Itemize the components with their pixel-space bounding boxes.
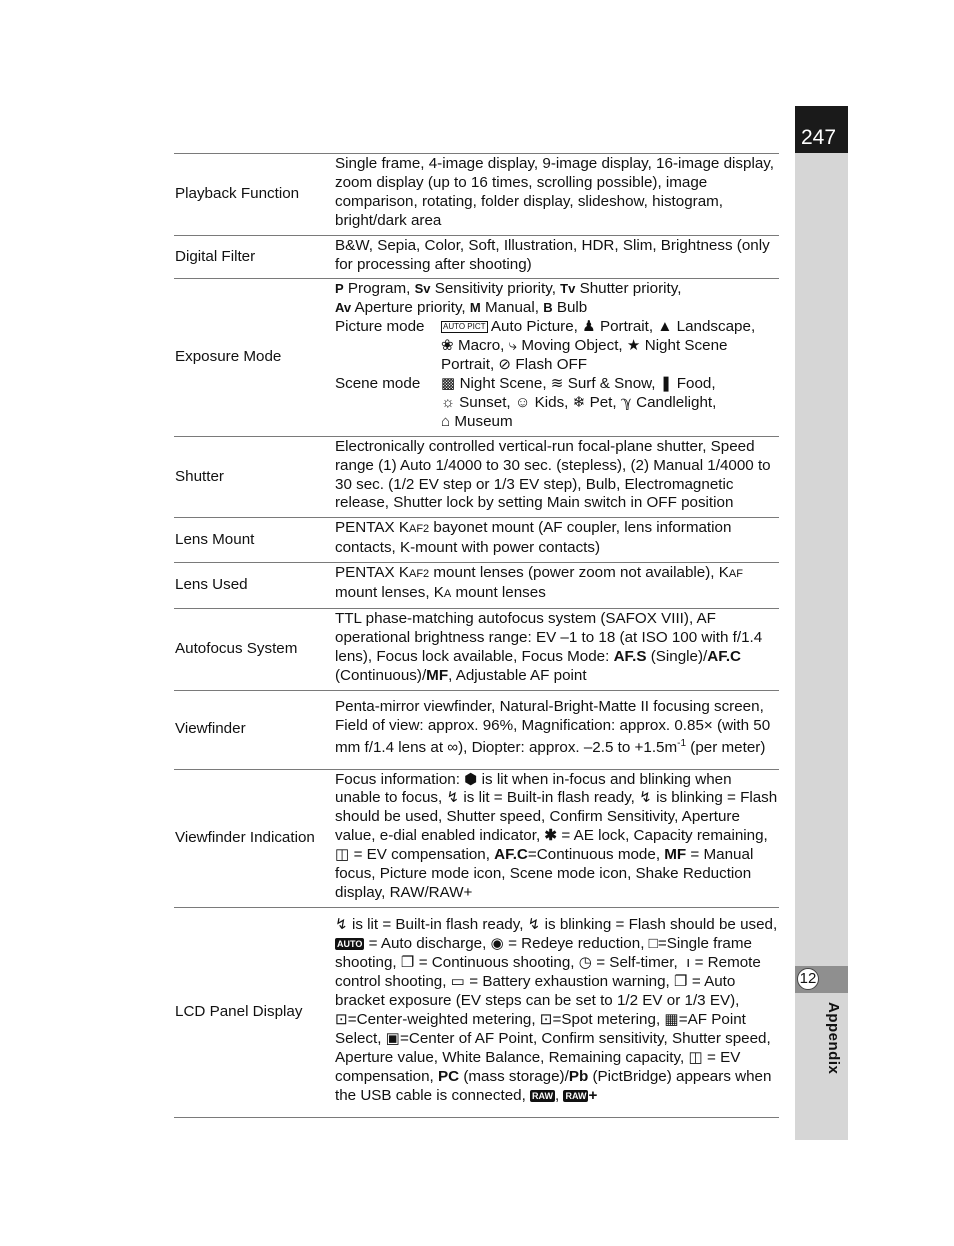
lcd-text: = Continuous shooting,	[414, 954, 579, 972]
mode-text: Sensitivity priority,	[430, 280, 561, 298]
lcd-text: ,	[555, 1086, 564, 1104]
continuous-shooting-icon: ❐	[400, 954, 415, 972]
row-label: Lens Used	[175, 576, 248, 594]
spot-metering-icon: ⊡	[539, 1010, 553, 1028]
mode-text: Aperture priority,	[351, 299, 470, 317]
mode-text: Kids,	[530, 393, 569, 411]
lens-text: mount lenses (power zoom not available), K	[429, 564, 729, 582]
raw-icon: RAW	[532, 1090, 554, 1101]
mode-text: Sunset,	[454, 393, 511, 411]
row-label: Playback Function	[175, 184, 300, 202]
raw-plus-icon: RAW	[565, 1090, 587, 1101]
row-desc	[335, 608, 779, 690]
row-label: Digital Filter	[175, 247, 256, 265]
ev-compensation-icon: ◫	[688, 1048, 703, 1066]
mode-text: Pet,	[585, 393, 617, 411]
mode-text: Flash OFF	[511, 356, 588, 374]
mode-text: Night Scene,	[455, 374, 547, 392]
lens-text: mount lenses	[451, 584, 546, 602]
af-text: (Single)/	[646, 647, 708, 665]
table-row	[174, 235, 779, 279]
row-label: Shutter	[175, 467, 224, 485]
mode-text: Moving Object,	[517, 337, 623, 355]
lcd-text: =Center of AF Point, Confirm sensitivity, Shutter speed, Aperture value, White Balance, Remaining capacity,	[335, 1029, 771, 1066]
pictbridge-icon: Pb	[568, 1067, 589, 1085]
row-desc: Electronically controlled vertical-run focal-plane shutter, Speed range (1) Auto 1/4000 to 30 sec. (stepless), (2) Manual 1/4000 to 30 sec. (1/2 EV step or 1/3 EV step), Bulb, Electromagnetic release, Shutter lock by setting Main switch in OFF position	[335, 437, 771, 512]
single-frame-icon: □	[648, 935, 658, 953]
flash-icon: ↯	[446, 789, 460, 807]
landscape-icon: ▲	[657, 318, 673, 336]
kids-icon: ☺	[514, 393, 531, 411]
mode-text: Auto Picture,	[487, 318, 578, 336]
lcd-text: = Redeye reduction,	[503, 935, 649, 953]
af-point-select-icon: ▦	[664, 1010, 679, 1028]
mode-text: Food,	[672, 374, 716, 392]
lcd-text: = Self-timer,	[592, 954, 682, 972]
af-continuous-icon: AF.C	[494, 846, 528, 864]
lcd-text: = Auto discharge,	[364, 935, 491, 953]
night-scene-portrait-icon: ★	[626, 337, 641, 355]
spec-table	[174, 153, 779, 1118]
tv-icon: Tv	[560, 281, 576, 297]
lcd-text: = Remote control shooting,	[335, 954, 761, 991]
moving-object-icon: ⤷	[508, 337, 518, 355]
vfi-text: = AE lock, Capacity remaining,	[557, 827, 768, 845]
bulb-icon: B	[543, 300, 553, 316]
redeye-icon: ◉	[490, 935, 504, 953]
lens-suffix: AF2	[409, 568, 430, 581]
vf-superscript: -1	[677, 738, 687, 750]
row-desc	[335, 690, 779, 769]
row-label: LCD Panel Display	[175, 1002, 303, 1020]
table-row	[174, 154, 779, 236]
table-row	[174, 690, 779, 769]
bracket-icon: ❐	[673, 973, 688, 991]
lens-text: PENTAX K	[335, 564, 409, 582]
vf-text: Penta-mirror viewfinder, Natural-Bright-Matte II focusing screen, Field of view: approx. 96%, Magnification: approx. 0.85× (with 50 mm f/1.4 lens at ∞), Diopter: approx. –2.5 to +1.5m	[335, 697, 771, 757]
self-timer-icon: ◷	[578, 954, 592, 972]
center-af-point-icon: ▣	[385, 1029, 401, 1047]
table-row	[174, 436, 779, 518]
night-scene-icon: ▩	[441, 374, 456, 392]
picture-mode-label: Picture mode	[335, 318, 425, 336]
ae-lock-icon: ✱	[544, 827, 558, 845]
af-text: , Adjustable AF point	[448, 666, 587, 684]
row-label: Viewfinder Indication	[175, 828, 315, 846]
vfi-text: = EV compensation,	[349, 846, 495, 864]
af-continuous-icon: AF.C	[707, 647, 742, 665]
vfi-text: =Continuous mode,	[527, 846, 665, 864]
remote-control-icon: ı	[681, 954, 691, 972]
flash-icon: ↯	[335, 916, 348, 934]
scene-mode-list	[441, 375, 779, 432]
table-row	[174, 907, 779, 1117]
mode-text: Night Scene	[640, 337, 728, 355]
lcd-text: is lit = Built-in flash ready,	[347, 916, 528, 934]
table-row	[174, 563, 779, 609]
row-label: Exposure Mode	[175, 348, 282, 366]
mode-text: Portrait,	[441, 356, 495, 374]
lens-suffix: A	[443, 588, 452, 601]
mode-text: Surf & Snow,	[563, 374, 656, 392]
sv-icon: Sv	[414, 281, 431, 297]
lcd-text: is blinking = Flash should be used,	[540, 916, 778, 934]
chapter-number: 12	[797, 968, 819, 990]
auto-picture-icon: AUTO PICT	[443, 322, 486, 332]
sunset-icon: ☼	[441, 393, 455, 411]
row-desc	[335, 563, 779, 609]
lcd-text: =Single frame shooting,	[335, 935, 752, 972]
lcd-text: =Spot metering,	[552, 1010, 665, 1028]
pc-icon: PC	[438, 1067, 460, 1085]
pet-icon: ❄	[572, 393, 586, 411]
mode-text: Museum	[450, 412, 513, 430]
mode-text: Portrait,	[595, 318, 654, 336]
mount-text: bayonet mount (AF coupler, lens information contacts, K-mount with power contacts)	[335, 519, 732, 557]
chapter-title: Appendix	[825, 1002, 842, 1075]
row-desc	[335, 769, 779, 907]
mode-text: Macro,	[453, 337, 505, 355]
lens-text: mount lenses, K	[335, 584, 444, 602]
row-desc	[335, 279, 779, 436]
vf-text: (per meter)	[686, 739, 766, 757]
row-label: Autofocus System	[175, 639, 298, 657]
vfi-text: = Manual focus, Picture mode icon, Scene mode icon, Shake Reduction display, RAW/RAW+	[335, 846, 754, 901]
manual-focus-icon: MF	[426, 666, 449, 684]
lcd-text: =Center-weighted metering,	[347, 1010, 540, 1028]
row-label: Viewfinder	[175, 720, 246, 738]
flash-icon: ↯	[639, 789, 652, 807]
lcd-text: = Battery exhaustion warning,	[465, 973, 674, 991]
mode-text: Landscape,	[672, 318, 756, 336]
manual-focus-icon: MF	[664, 846, 687, 864]
table-row	[174, 518, 779, 563]
table-row	[174, 769, 779, 907]
vfi-text: is lit when in-focus and blinking when unable to focus,	[335, 770, 732, 807]
lcd-text: = Auto bracket exposure (EV steps can be set to 1/2 EV or 1/3 EV),	[335, 973, 740, 1009]
exposure-modes-line1	[335, 280, 779, 299]
mode-text: Bulb	[552, 299, 588, 317]
av-icon: Av	[335, 300, 352, 316]
scene-mode-label: Scene mode	[335, 374, 421, 392]
lcd-text: (mass storage)/	[459, 1067, 569, 1085]
mode-text: Candlelight,	[631, 393, 717, 411]
food-icon: ❚	[659, 374, 673, 392]
exposure-modes-line2	[335, 299, 779, 318]
row-desc	[335, 907, 779, 1117]
mode-text: Shutter priority,	[575, 280, 682, 298]
macro-icon: ❀	[441, 337, 454, 355]
focus-indicator-icon: ⬢	[464, 770, 478, 788]
af-text: TTL phase-matching autofocus system (SAFOX VIII), AF operational brightness range: EV –1 to 18 (at ISO 100 with f/1.4 lens), Focus lock available, Focus Mode:	[335, 609, 763, 665]
candlelight-icon: ℽ	[620, 393, 632, 411]
picture-mode-block	[335, 318, 779, 431]
museum-icon: ⌂	[441, 412, 451, 430]
table-row	[174, 279, 779, 436]
af-single-icon: AF.S	[613, 647, 647, 665]
lens-suffix: AF	[728, 568, 743, 581]
row-desc: B&W, Sepia, Color, Soft, Illustration, HDR, Slim, Brightness (only for processing after shooting)	[335, 236, 770, 273]
center-weighted-icon: ⊡	[335, 1010, 348, 1028]
af-text: (Continuous)/	[335, 666, 427, 684]
surf-snow-icon: ≋	[550, 374, 564, 392]
mode-text: Program,	[343, 280, 415, 298]
manual-icon: M	[469, 300, 481, 316]
portrait-icon: ♟	[582, 318, 596, 336]
lcd-text: =AF Point Select,	[335, 1010, 746, 1047]
battery-icon: ▭	[450, 973, 466, 991]
page-number: 247	[795, 106, 848, 153]
table-row	[174, 608, 779, 690]
row-desc: Single frame, 4-image display, 9-image display, 16-image display, zoom display (up to 16 times, scrolling possible), image comparison, rotating, folder display, slideshow, histogram, bright/dark area	[335, 155, 774, 229]
lcd-text: (PictBridge) appears when the USB cable is connected,	[335, 1067, 772, 1104]
flash-off-icon: ⊘	[498, 356, 512, 374]
vfi-text: is lit = Built-in flash ready,	[459, 789, 640, 807]
mount-suffix: AF2	[409, 523, 430, 536]
vfi-text: Focus information:	[335, 770, 465, 788]
plus-icon: +	[588, 1086, 598, 1104]
ev-compensation-icon: ◫	[335, 846, 350, 864]
vfi-text: is blinking = Flash should be used, Shutter speed, Confirm Sensitivity, Aperture value, e-dial enabled indicator,	[335, 789, 778, 845]
auto-flash-icon: AUTO	[337, 939, 363, 950]
program-icon: P	[335, 281, 344, 297]
picture-mode-list	[441, 318, 779, 375]
lcd-text: = EV compensation,	[335, 1048, 741, 1085]
flash-icon: ↯	[527, 916, 541, 934]
mode-text: Manual,	[480, 299, 544, 317]
row-desc	[335, 518, 779, 563]
row-label: Lens Mount	[175, 530, 255, 548]
mount-text: PENTAX K	[335, 519, 409, 537]
